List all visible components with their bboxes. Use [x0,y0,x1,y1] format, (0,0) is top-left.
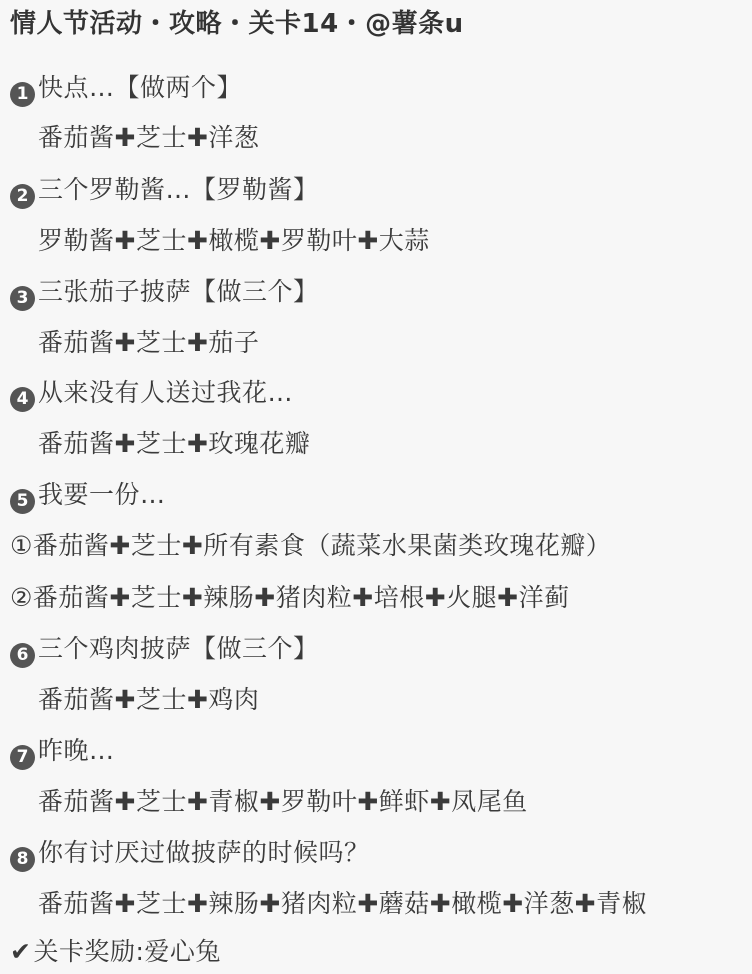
level-4-heading-text: 从来没有人送过我花… [38,378,294,407]
level-reward [10,932,221,972]
level-2-heading-text: 三个罗勒酱…【罗勒酱】 [38,175,319,204]
level-3-heading-text: 三张茄子披萨【做三个】 [38,277,319,306]
level-7-recipe: 番茄酱✚芝士✚青椒✚罗勒叶✚鲜虾✚凤尾鱼 [38,787,528,816]
level-2-recipe: 罗勒酱✚芝士✚橄榄✚罗勒叶✚大蒜 [38,226,430,255]
checkmark-icon: ✔ [10,937,32,966]
circled-number-3-icon: 3 [10,286,35,311]
level-5-heading [10,475,166,515]
reward-text: 关卡奖励:爱心兔 [33,937,221,966]
level-3-heading [10,272,319,312]
level-6-heading [10,629,319,669]
level-5-option-1: ①番茄酱✚芝士✚所有素食（蔬菜水果菌类玫瑰花瓣） [10,531,612,560]
level-8-heading [10,833,370,873]
level-7-heading-text: 昨晚… [38,736,115,765]
level-1-heading-text: 快点…【做两个】 [38,73,243,102]
circled-number-6-icon: 6 [10,643,35,668]
level-5-option-2: ②番茄酱✚芝士✚辣肠✚猪肉粒✚培根✚火腿✚洋蓟 [10,583,570,612]
level-2-heading [10,170,319,210]
level-8-recipe: 番茄酱✚芝士✚辣肠✚猪肉粒✚蘑菇✚橄榄✚洋葱✚青椒 [38,889,648,918]
circled-number-4-icon: 4 [10,387,35,412]
level-6-recipe: 番茄酱✚芝士✚鸡肉 [38,685,260,714]
page-title: 情人节活动・攻略・关卡14・@薯条u [10,9,464,39]
level-4-recipe: 番茄酱✚芝士✚玫瑰花瓣 [38,429,311,458]
level-5-heading-text: 我要一份… [38,480,166,509]
level-1-heading [10,68,242,108]
level-4-heading [10,373,293,413]
level-6-heading-text: 三个鸡肉披萨【做三个】 [38,634,319,663]
level-7-heading [10,731,115,771]
circled-number-8-icon: 8 [10,847,35,872]
circled-number-5-icon: 5 [10,489,35,514]
level-8-heading-text: 你有讨厌过做披萨的时候吗？ [38,838,370,867]
circled-number-2-icon: 2 [10,184,35,209]
circled-number-1-icon: 1 [10,82,35,107]
circled-number-7-icon: 7 [10,745,35,770]
level-1-recipe: 番茄酱✚芝士✚洋葱 [38,123,260,152]
level-3-recipe: 番茄酱✚芝士✚茄子 [38,328,260,357]
